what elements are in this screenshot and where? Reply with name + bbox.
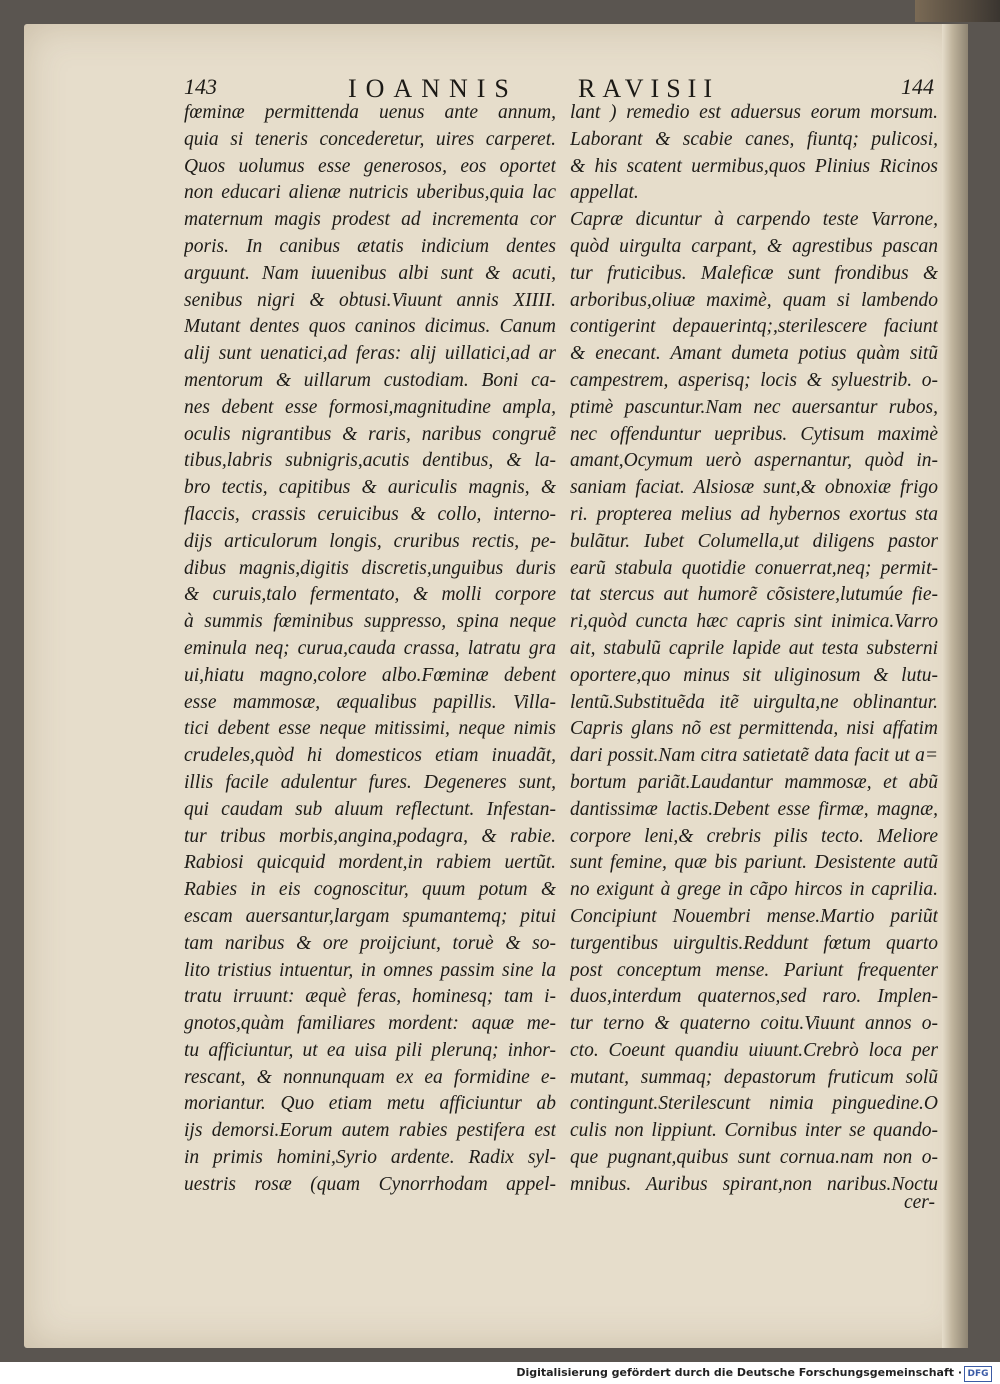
text-line: bro tectis, capitibus & auriculis magnis, &: [184, 477, 556, 499]
text-line: ptimè pascuntur.Nam nec auersantur rubos,: [570, 396, 938, 418]
text-line: cto. Coeunt quandiu uiuunt.Crebrò loca per: [570, 1039, 938, 1061]
text-line: bortum pariãt.Laudantur mammosæ, et abũ: [570, 771, 938, 793]
text-line: dijs articulorum longis, cruribus rectis, pe-: [184, 530, 556, 552]
text-line: tici debent esse neque mitissimi, neque nimis: [184, 718, 556, 740]
text-line: non educari alienæ nutricis uberibus,quia lac: [184, 182, 556, 204]
footer-bar: [0, 1362, 1000, 1384]
text-line: & curuis,talo fermentato, & molli corpore: [184, 584, 556, 606]
text-line: tat stercus aut humorẽ cõsistere,lutumúe fie-: [570, 584, 938, 606]
right-page-number: 144: [901, 74, 934, 99]
text-line: dibus magnis,digitis discretis,unguibus duris: [184, 557, 556, 579]
text-line: quòd uirgulta carpant, & agrestibus pascan: [570, 235, 938, 257]
text-line: & his scatent uermibus,quos Plinius Ricinos: [570, 155, 938, 177]
left-page-number: 143: [184, 74, 217, 99]
text-line: lant ) remedio est aduersus eorum morsum.: [570, 102, 938, 123]
text-line: ri. propterea melius ad hybernos exortus sta: [570, 503, 938, 525]
text-line: maternum magis prodest ad incrementa cor: [184, 209, 556, 231]
text-line: alij sunt uenatici,ad feras: alij uillatici,ad ar: [184, 343, 556, 365]
text-line: appellat.: [570, 182, 639, 204]
text-line: ait, stabulũ caprile lapide aut testa substerni: [570, 637, 938, 659]
text-line: senibus nigri & obtusi.Viuunt annis XIIII.: [184, 289, 556, 311]
text-line: contigerint depauerintq;,sterilescere faciunt: [570, 316, 938, 338]
text-line: tur tribus morbis,angina,podagra, & rabie.: [184, 825, 556, 847]
catchword: cer-: [903, 1192, 935, 1213]
text-line: tratu irruunt: æquè feras, hominesq; tam i-: [184, 986, 556, 1008]
header-author-last: RAVISII: [578, 74, 719, 103]
text-line: corpore leni,& crebris pilis tecto. Meliore: [570, 825, 938, 847]
right-text-column: [570, 100, 938, 1199]
text-line: Mutant dentes quos caninos dicimus. Canum: [184, 316, 556, 338]
text-line: tam naribus & ore proijciunt, toruè & so-: [184, 932, 556, 954]
text-line: crudeles,quòd hi domesticos etiam inuadãt,: [184, 745, 556, 767]
text-line: moriantur. Quo etiam metu afficiuntur ab: [184, 1093, 556, 1115]
text-line: tur terno & quaterno coitu.Viuunt annos o-: [570, 1013, 938, 1035]
text-line: Laborant & scabie canes, fiuntq; pulicosi,: [570, 128, 938, 150]
text-line: earũ stabula quotidie conuerrat,neq; permit-: [570, 557, 938, 579]
text-line: Rabies in eis cognoscitur, quum potum &: [184, 879, 556, 901]
text-line: duos,interdum quaternos,sed raro. Implen-: [570, 986, 938, 1008]
text-line: eminula neq; curua,cauda crassa, latratu gra: [184, 637, 556, 659]
text-line: dantissimæ lactis.Debent esse firmæ, magnæ,: [570, 798, 938, 820]
text-line: Capræ dicuntur à carpendo teste Varrone,: [570, 209, 938, 231]
text-line: amant,Ocymum uerò aspernantur, quòd in-: [570, 450, 938, 472]
text-line: nec offenduntur uepribus. Cytisum maximè: [570, 423, 938, 445]
text-line: lito tristius intuentur, in omnes passim sine la: [184, 959, 556, 981]
text-line: dari possit.Nam citra satietatẽ data facit ut a=: [570, 745, 938, 767]
text-line: ri,quòd cuncta hæc capris sint inimica.Varro: [570, 611, 938, 633]
text-line: arguunt. Nam iuuenibus albi sunt & acuti,: [184, 262, 556, 284]
text-line: no exigunt à grege in cãpo hircos in caprilia.: [570, 879, 938, 901]
text-line: rescant, & nonnunquam ex ea formidine e-: [184, 1066, 556, 1088]
left-text-column: [184, 100, 556, 1199]
text-line: qui caudam sub aluum reflectunt. Infestan-: [184, 798, 556, 820]
text-line: illis facile adulentur fures. Degeneres sunt,: [184, 771, 556, 793]
text-line: Capris glans nõ est permittenda, nisi affatim: [570, 718, 938, 740]
text-line: esse mammosæ, æqualibus papillis. Villa-: [184, 691, 556, 713]
text-line: oculis nigrantibus & raris, naribus congruẽ: [184, 423, 556, 445]
text-line: arboribus,oliuæ maximè, quam si lambendo: [570, 289, 938, 311]
text-line: ijs demorsi.Eorum autem rabies pestifera est: [184, 1120, 556, 1142]
text-line: oportere,quo minus sit uliginosum & lutu-: [570, 664, 938, 686]
text-line: nes debent esse formosi,magnitudine ampla,: [184, 396, 556, 418]
text-line: tibus,labris subnigris,acutis dentibus, & la-: [184, 450, 556, 472]
text-line: saniam faciat. Alsiosæ sunt,& obnoxiæ frigo: [570, 477, 938, 499]
text-line: mutant, summaq; depastorum fruticum solũ: [570, 1066, 938, 1088]
text-line: tur fruticibus. Maleficæ sunt frondibus &: [570, 262, 938, 284]
text-line: post conceptum mense. Pariunt frequenter: [570, 959, 938, 981]
header-author-first: IOANNIS: [348, 74, 518, 103]
text-line: contingunt.Sterilescunt nimia pinguedine.O: [570, 1093, 938, 1115]
binding-shadow: [915, 0, 1000, 22]
text-line: lentũ.Substituẽda itẽ uirgulta,ne oblinantur.: [570, 691, 938, 713]
text-line: campestrem, asperisq; locis & syluestrib. o-: [570, 369, 938, 391]
text-line: escam auersantur,largam spumantemq; pitui: [184, 905, 556, 927]
text-line: Concipiunt Nouembri mense.Martio pariũt: [570, 905, 938, 927]
text-line: Quos uolumus esse generosos, eos oportet: [184, 155, 556, 177]
text-line: sunt femine, quæ bis pariunt. Desistente autũ: [570, 852, 938, 874]
text-line: poris. In canibus ætatis indicium dentes: [184, 235, 556, 257]
text-line: in primis homini,Syrio ardente. Radix syl-: [184, 1147, 556, 1169]
text-line: ui,hiatu magno,colore albo.Fœminæ debent: [184, 664, 556, 686]
text-line: bulãtur. Iubet Columella,ut diligens pastor: [570, 530, 938, 552]
text-line: flaccis, crassis ceruicibus & collo, interno-: [184, 503, 556, 525]
dfg-logo: DFG: [964, 1366, 992, 1382]
text-line: culis non lippiunt. Cornibus inter se quando-: [570, 1120, 938, 1142]
funding-notice: Digitalisierung gefördert durch die Deutsche Forschungsgemeinschaft ·: [516, 1366, 962, 1379]
page-gutter-edge: [942, 24, 968, 1348]
text-line: que pugnant,quibus sunt cornua.nam non o-: [570, 1147, 938, 1169]
text-line: gnotos,quàm familiares mordent: aquæ me-: [184, 1013, 556, 1035]
text-line: mnibus. Auribus spirant,non naribus.Noctu: [570, 1173, 938, 1195]
text-line: mentorum & uillarum custodiam. Boni ca-: [184, 369, 556, 391]
text-line: fœminæ permittenda uenus ante annum,: [184, 102, 556, 123]
text-line: quia si teneris concederetur, uires carperet.: [184, 128, 556, 150]
text-line: tu afficiuntur, ut ea uisa pili plerunq; inhor-: [184, 1039, 556, 1061]
text-line: & enecant. Amant dumeta potius quàm sitũ: [570, 343, 938, 365]
text-line: turgentibus uirgultis.Reddunt fœtum quarto: [570, 932, 938, 954]
text-line: uestris rosæ (quam Cynorrhodam appel-: [184, 1173, 556, 1195]
text-line: à summis fœminibus suppresso, spina neque: [184, 611, 556, 633]
text-line: Rabiosi quicquid mordent,in rabiem uertũt.: [184, 852, 556, 874]
